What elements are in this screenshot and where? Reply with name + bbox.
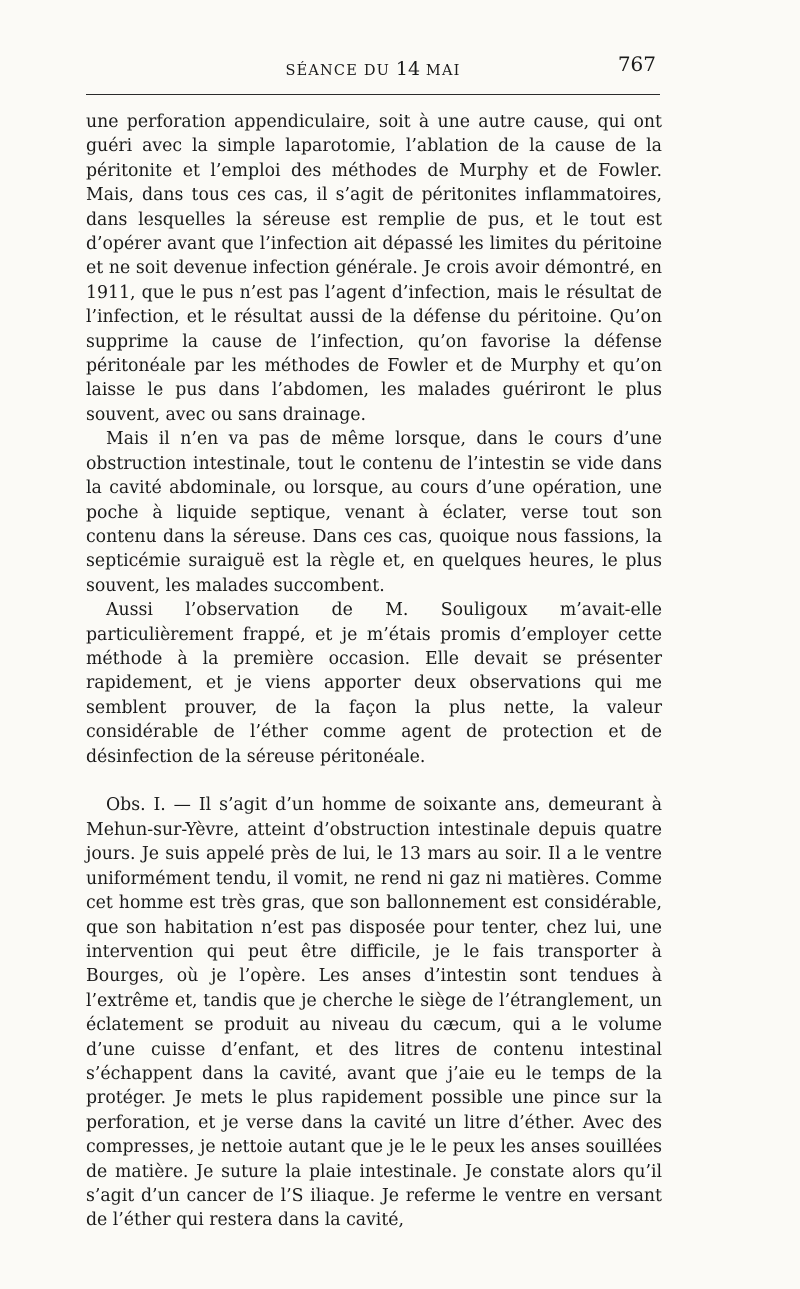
page-number: 767: [617, 52, 656, 76]
running-head: [86, 52, 660, 82]
paragraph-souligoux: Aussi l’observation de M. Souligoux m’avait-elle particulièrement frappé, et je m’étais promis d’employer cette méthode à la première occasion. Elle devait se présenter rapidement, et je viens apporter deux observations qui me semblent prouver, de la façon la plus nette, la valeur considérable de l’éther comme agent de protection et de désinfection de la séreuse péritonéale.: [86, 600, 662, 767]
paragraph-obstruction: Mais il n’en va pas de même lorsque, dans le cours d’une obstruction intestinale, tout le contenu de l’intestin se vide dans la cavité abdominale, ou lorsque, au cours d’une opération, une poche à liquide septique, venant à éclater, verse tout son contenu dans la séreuse. Dans ces cas, quoique nous fassions, la septicémie suraiguë est la règle et, en quelques heures, le plus souvent, les malades succombent.: [86, 429, 662, 596]
paragraph-continuation: une perforation appendiculaire, soit à une autre cause, qui ont guéri avec la simple laparotomie, l’ablation de la cause de la péritonite et l’emploi des méthodes de Murphy et de Fowler. Mais, dans tous ces cas, il s’agit de péritonites inflammatoires, dans lesquelles la séreuse est remplie de pus, et le tout est d’opérer avant que l’infection ait dépassé les limites du péritoine et ne soit devenue infection générale. Je crois avoir démontré, en 1911, que le pus n’est pas l’agent d’infection, mais le résultat de l’infection, et le résultat aussi de la défense du péritoine. Qu’on supprime la cause de l’infection, qu’on favorise la défense péritonéale par les méthodes de Fowler et de Murphy et qu’on laisse le pus dans l’abdomen, les malades guériront le plus souvent, avec ou sans drainage.: [86, 112, 662, 425]
title-month: MAI: [425, 63, 461, 79]
title-day: 14: [395, 58, 421, 80]
body-text: [86, 110, 662, 1233]
running-title: [86, 58, 660, 80]
paragraph-observation-1: Obs. I. — Il s’agit d’un homme de soixante ans, demeurant à Mehun-sur-Yèvre, atteint d’obstruction intestinale depuis quatre jours. Je suis appelé près de lui, le 13 mars au soir. Il a le ventre uniformément tendu, il vomit, ne rend ni gaz ni matières. Comme cet homme est très gras, que son ballonnement est considérable, que son habitation n’est pas disposée pour tenter, chez lui, une intervention qui peut être difficile, je le fais transporter à Bourges, où je l’opère. Les anses d’intestin sont tendues à l’extrême et, tandis que je cherche le siège de l’étranglement, un éclatement se produit au niveau du cæcum, qui a le volume d’une cuisse d’enfant, et des litres de contenu intestinal s’échappent dans la cavité, avant que j’aie eu le temps de la protéger. Je mets le plus rapidement possible une pince sur la perforation, et je verse dans la cavité un litre d’éther. Avec des compresses, je nettoie autant que je le le peux les anses souillées de matière. Je suture la plaie intestinale. Je constate alors qu’il s’agit d’un cancer de l’S iliaque. Je referme le ventre en versant de l’éther qui restera dans la cavité,: [86, 795, 662, 1231]
title-prefix: SÉANCE DU: [285, 63, 391, 79]
header-rule: [86, 94, 660, 95]
